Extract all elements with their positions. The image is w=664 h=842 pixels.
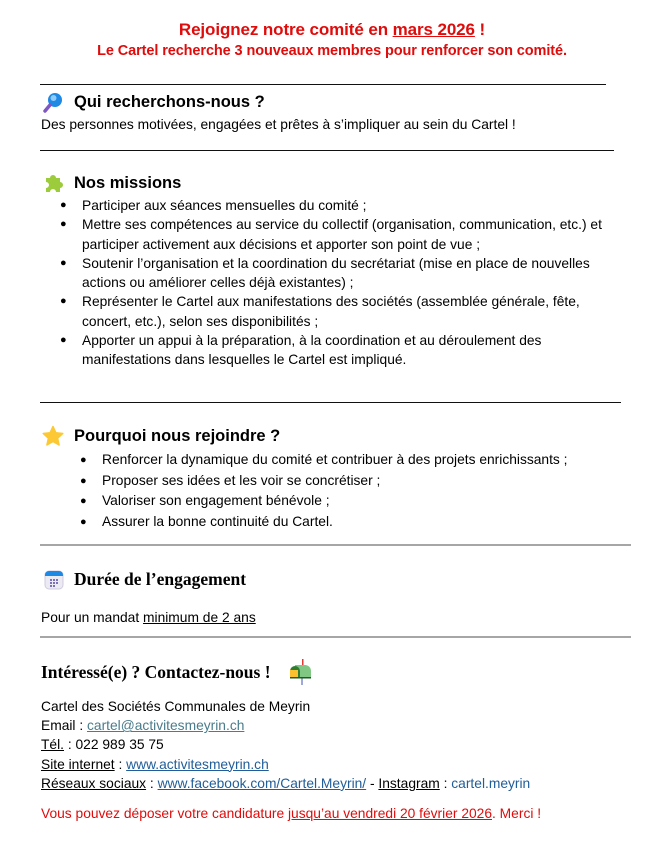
list-item: ● Renforcer la dynamique du comité et contribuer à des projets enrichissants ;: [80, 452, 568, 467]
facebook-link[interactable]: www.facebook.com/Cartel.Meyrin/: [157, 775, 367, 791]
contact-heading: Intéressé(e) ? Contactez-nous !: [41, 658, 325, 686]
list-item: ● Proposer ses idées et les voir se concrétiser ;: [80, 472, 381, 488]
list-item: ● Mettre ses compétences au service du collectif (organisation, communication, etc.) et participer activement aux décisions et apporter son point de vue ;: [60, 217, 602, 252]
contact-org: Cartel des Sociétés Communales de Meyrin: [41, 699, 311, 714]
missions-list: [60, 196, 622, 370]
why-list: [80, 450, 642, 532]
list-item: ● Apporter un appui à la préparation, à la coordination et au déroulement des manifestations dans lesquelles le Cartel est impliqué.: [60, 333, 542, 368]
who-heading: Qui recherchons-nous ?: [42, 91, 265, 113]
contact-site-line: Site internet : www.activitesmeyrin.ch: [41, 756, 269, 772]
phone-number: 022 989 35 75: [75, 737, 164, 753]
contact-phone-line: Tél. : 022 989 35 75: [41, 737, 164, 753]
list-item: ● Assurer la bonne continuité du Cartel.: [80, 513, 333, 529]
headline-date: mars 2026: [392, 20, 475, 39]
contact-social-line: Réseaux sociaux : www.facebook.com/Cartel.Meyrin/ - Instagram : cartel.meyrin: [41, 775, 531, 791]
calendar-icon: [44, 570, 64, 590]
headline: Rejoignez notre comité en mars 2026 !: [178, 20, 486, 39]
list-item: ● Représenter le Cartel aux manifestations des sociétés (assemblée générale, fête, concert, etc.), selon ses disponibilités ;: [60, 294, 580, 329]
footer-deadline: Vous pouvez déposer votre candidature jusqu’au vendredi 20 février 2026. Merci !: [41, 806, 542, 821]
website-link[interactable]: www.activitesmeyrin.ch: [126, 756, 269, 772]
duration-text: Pour un mandat minimum de 2 ans: [41, 610, 256, 625]
contact-email-line: Email : cartel@activitesmeyrin.ch: [41, 718, 245, 734]
email-link[interactable]: cartel@activitesmeyrin.ch: [87, 718, 245, 734]
divider: [40, 544, 631, 546]
magnifying-glass-icon: [42, 91, 64, 113]
who-text: Des personnes motivées, engagées et prêtes à s’impliquer au sein du Cartel !: [41, 117, 516, 132]
list-item: ● Participer aux séances mensuelles du comité ;: [60, 198, 367, 213]
divider: [40, 150, 614, 151]
instagram-handle[interactable]: cartel.meyrin: [451, 775, 531, 791]
contact-block: [41, 697, 530, 793]
divider: [40, 84, 606, 85]
missions-heading: Nos missions: [42, 172, 181, 194]
list-item: ● Valoriser son engagement bénévole ;: [80, 493, 330, 508]
divider: [40, 636, 631, 638]
puzzle-piece-icon: [42, 172, 64, 194]
why-heading: Pourquoi nous rejoindre ?: [42, 425, 280, 447]
divider: [40, 402, 621, 403]
list-item: ● Soutenir l’organisation et la coordination du secrétariat (mise en place de nouvelles actions ou améliorer celles déjà existantes) ;: [60, 255, 590, 291]
mailbox-icon: [287, 658, 315, 686]
duration-heading: Durée de l’engagement: [44, 569, 246, 590]
subheadline: Le Cartel recherche 3 nouveaux membres pour renforcer son comité.: [97, 43, 567, 59]
star-icon: [42, 425, 64, 447]
